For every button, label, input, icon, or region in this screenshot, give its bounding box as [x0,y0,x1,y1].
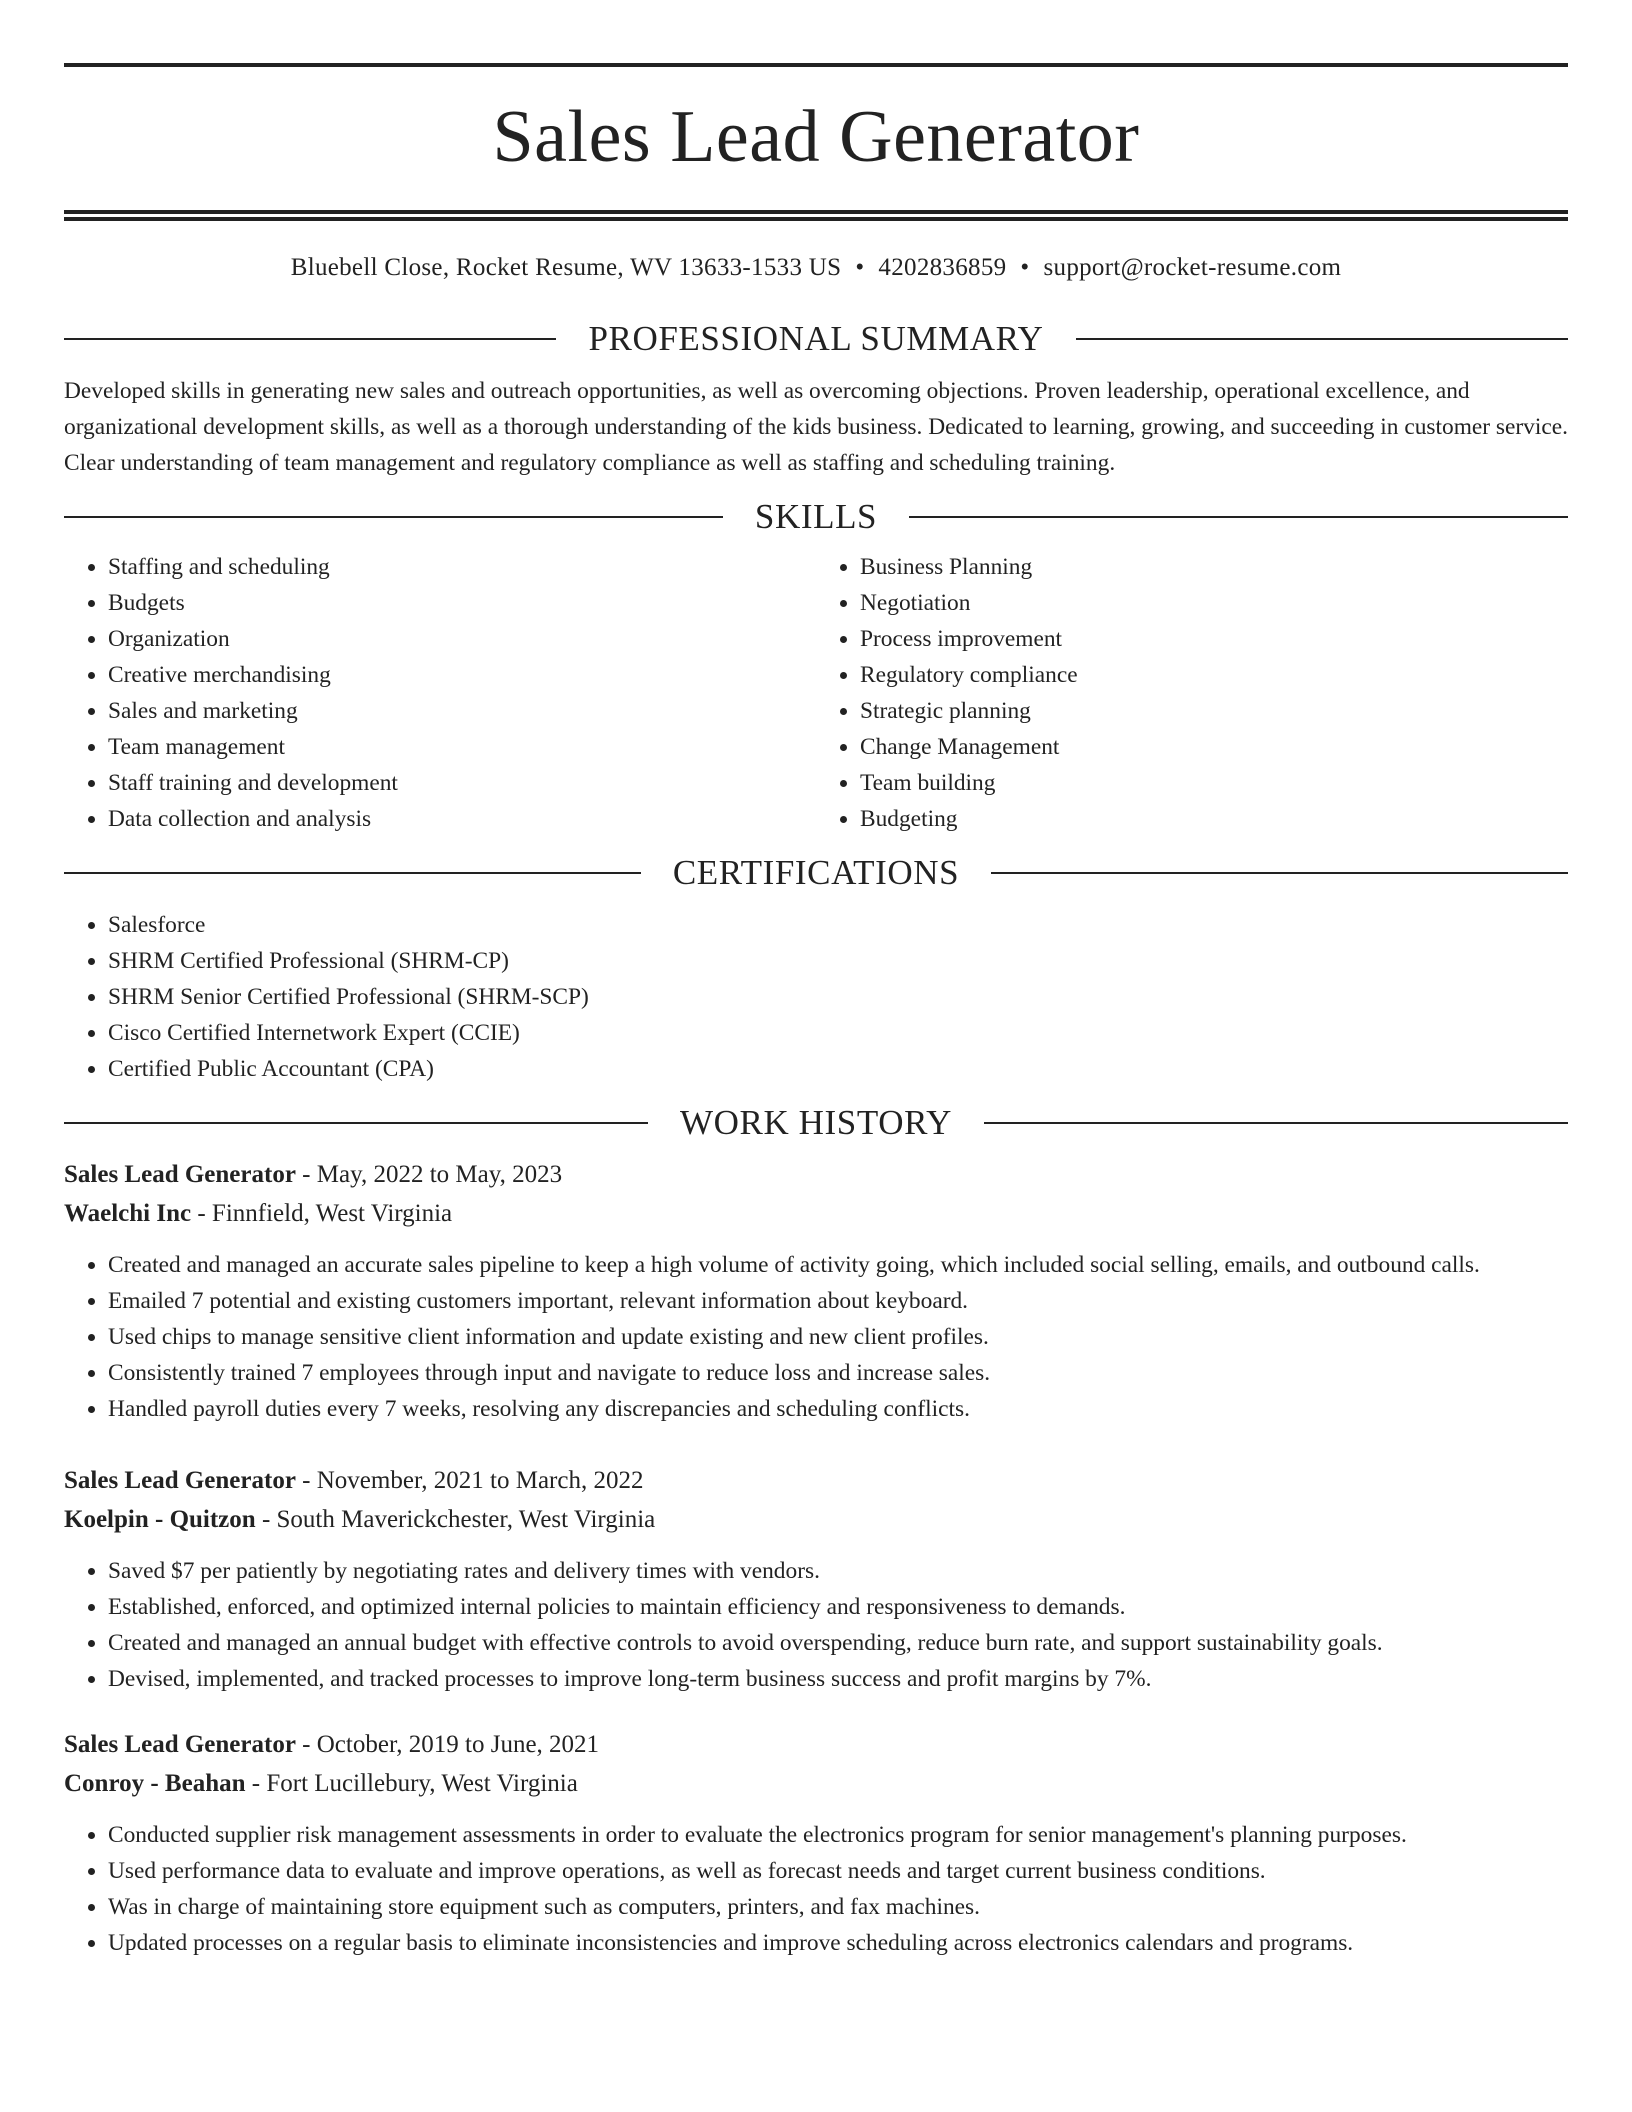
list-item: • Process improvement [860,621,1568,657]
skills-columns [64,549,1568,837]
list-item: • SHRM Senior Certified Professional (SHRM-SCP) [108,979,1568,1015]
job-dates: - May, 2022 to May, 2023 [295,1161,563,1188]
job-dates: - October, 2019 to June, 2021 [295,1731,600,1758]
job-bullets [64,1247,1568,1427]
section-heading-text: WORK HISTORY [680,1103,952,1142]
list-item: • Created and managed an annual budget with effective controls to avoid overspending, reduce burn rate, and support sustainability goals. [108,1625,1568,1661]
list-item: • Creative merchandising [108,657,816,693]
contact-separator: • [1020,254,1030,281]
top-rule [64,63,1568,67]
job-title-line [64,1155,1568,1194]
list-item: • Established, enforced, and optimized internal policies to maintain efficiency and responsiveness to demands. [108,1589,1568,1625]
skills-list-right [816,549,1568,837]
work-history-list [64,1155,1568,1961]
section-heading-summary [64,319,1568,359]
list-item: • Used performance data to evaluate and improve operations, as well as forecast needs and target current business conditions. [108,1853,1568,1889]
list-item: • Cisco Certified Internetwork Expert (CCIE) [108,1015,1568,1051]
section-heading-text: SKILLS [754,497,878,536]
list-item: • Business Planning [860,549,1568,585]
list-item: • Emailed 7 potential and existing customers important, relevant information about keyboard. [108,1283,1568,1319]
list-item: • Was in charge of maintaining store equipment such as computers, printers, and fax machines. [108,1889,1568,1925]
resume-name: Sales Lead Generator [492,96,1140,178]
job-title-line [64,1725,1568,1764]
section-heading-skills [64,497,1568,537]
list-item: • Team management [108,729,816,765]
job-company-line [64,1500,1568,1539]
list-item: • Staff training and development [108,765,816,801]
job-company: Conroy - Beahan [64,1770,246,1797]
section-heading-text: PROFESSIONAL SUMMARY [588,319,1044,358]
list-item: • Strategic planning [860,693,1568,729]
list-item: • Saved $7 per patiently by negotiating rates and delivery times with vendors. [108,1553,1568,1589]
list-item: • Conducted supplier risk management assessments in order to evaluate the electronics program for senior management's planning purposes. [108,1817,1568,1853]
job-title: Sales Lead Generator [64,1731,296,1758]
list-item: • Staffing and scheduling [108,549,816,585]
job-company: Waelchi Inc [64,1200,192,1227]
job-entry [64,1155,1568,1427]
job-location: - Fort Lucillebury, West Virginia [245,1770,578,1797]
list-item: • Handled payroll duties every 7 weeks, resolving any discrepancies and scheduling conflicts. [108,1391,1568,1427]
list-item: • Created and managed an accurate sales pipeline to keep a high volume of activity going, which included social selling, emails, and outbound calls. [108,1247,1568,1283]
section-heading-work [64,1103,1568,1143]
certifications-list [64,907,1568,1087]
list-item: • Budgeting [860,801,1568,837]
contact-line [64,253,1568,283]
summary-text: Developed skills in generating new sales and outreach opportunities, as well as overcoming objections. Proven leadership, operational excellence, and organizational development skills, as well as a thorough understanding of the kids business. Dedicated to learning, growing, and succeeding in customer service. Clear understanding of team management and regulatory compliance as well as staffing and scheduling training. [64,378,1568,476]
list-item: • Change Management [860,729,1568,765]
list-item: • Negotiation [860,585,1568,621]
list-item: • Regulatory compliance [860,657,1568,693]
section-heading-certifications [64,853,1568,893]
double-rule [64,210,1568,221]
list-item: • Organization [108,621,816,657]
list-item: • Budgets [108,585,816,621]
job-entry [64,1461,1568,1697]
list-item: • Updated processes on a regular basis to eliminate inconsistencies and improve scheduling across electronics calendars and programs. [108,1925,1568,1961]
list-item: • Certified Public Accountant (CPA) [108,1051,1568,1087]
section-heading-text: CERTIFICATIONS [672,853,960,892]
job-title: Sales Lead Generator [64,1161,296,1188]
contact-address: Bluebell Close, Rocket Resume, WV 13633-1533 US [290,254,842,281]
list-item: • Data collection and analysis [108,801,816,837]
list-item: • Sales and marketing [108,693,816,729]
job-location: - South Maverickchester, West Virginia [255,1506,656,1533]
job-company-line [64,1194,1568,1233]
list-item: • Team building [860,765,1568,801]
job-company-line [64,1764,1568,1803]
job-location: - Finnfield, West Virginia [191,1200,453,1227]
contact-separator: • [855,254,865,281]
job-title: Sales Lead Generator [64,1467,296,1494]
contact-email[interactable]: support@rocket-resume.com [1043,254,1342,281]
list-item: • Devised, implemented, and tracked processes to improve long-term business success and profit margins by 7%. [108,1661,1568,1697]
list-item: • Consistently trained 7 employees through input and navigate to reduce loss and increase sales. [108,1355,1568,1391]
job-bullets [64,1553,1568,1697]
job-entry [64,1725,1568,1961]
job-bullets [64,1817,1568,1961]
list-item: • SHRM Certified Professional (SHRM-CP) [108,943,1568,979]
list-item: • Used chips to manage sensitive client information and update existing and new client profiles. [108,1319,1568,1355]
skills-list-left [64,549,816,837]
job-company: Koelpin - Quitzon [64,1506,256,1533]
list-item: • Salesforce [108,907,1568,943]
job-dates: - November, 2021 to March, 2022 [295,1467,644,1494]
job-title-line [64,1461,1568,1500]
resume-content [64,0,1568,1961]
contact-phone: 4202836859 [878,254,1007,281]
